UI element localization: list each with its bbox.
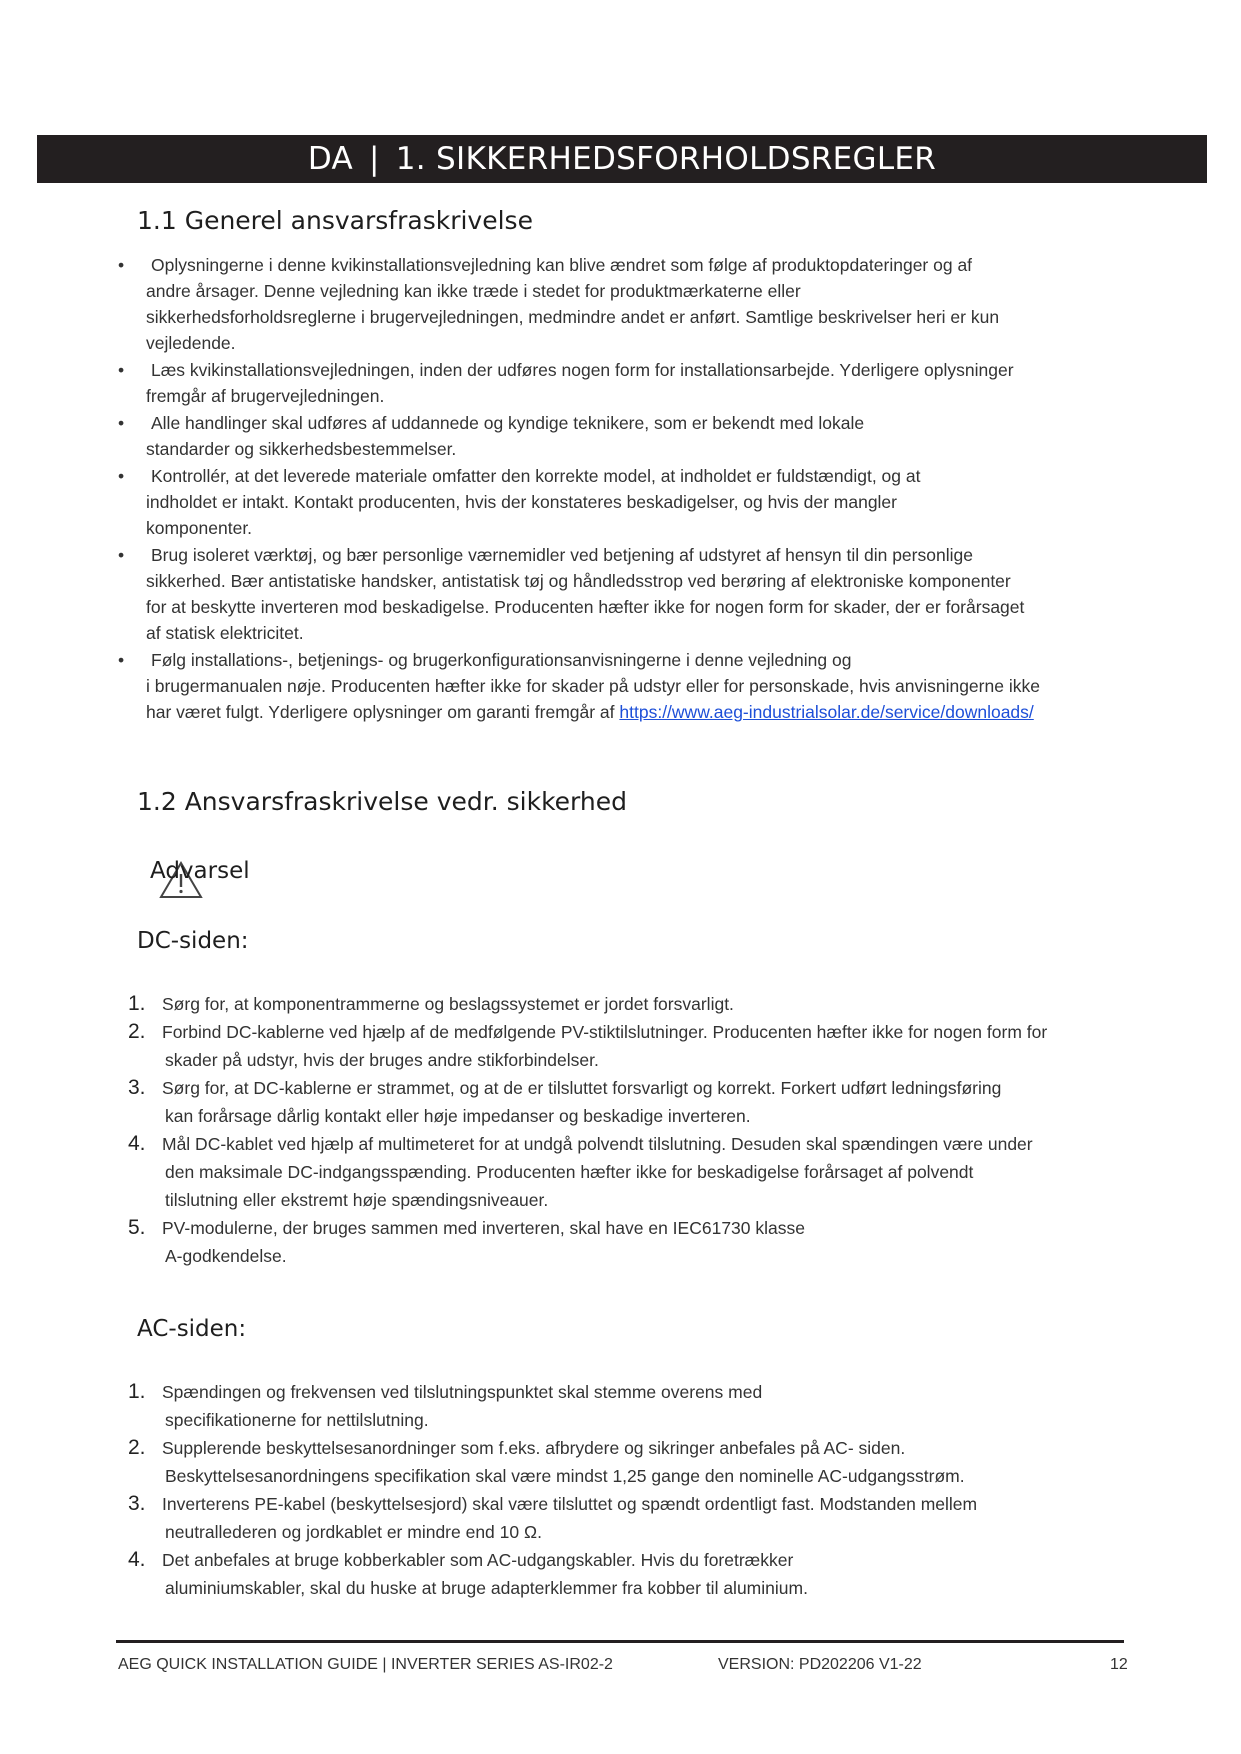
banner-title: 1. SIKKERHEDSFORHOLDSREGLER xyxy=(395,141,937,177)
list-item xyxy=(128,1434,1118,1490)
item-number: 2. xyxy=(128,1436,146,1459)
item-number: 1. xyxy=(128,1380,146,1403)
list-item xyxy=(128,1378,1118,1434)
item-number: 3. xyxy=(128,1492,146,1515)
bullet-text: Brug isoleret værktøj, og bær personlige værnemidler ved betjening af udstyret af hensyn til din personlige sikkerhed. Bær antistatiske handsker, antistatisk tøj og håndledsstrop ved berøring af elektroniske komponenter for at beskytte inverteren mod beskadigelse. Producenten hæfter ikke for nogen form for skader, der er forårsaget af statisk elektricitet. xyxy=(146,545,1025,643)
item-text: Sørg for, at DC-kablerne er strammet, og at de er tilsluttet forsvarligt og korrekt. Forkert udført ledningsføring kan forårsage dårlig kontakt eller høje impedanser og beskadige inverteren. xyxy=(162,1078,1002,1126)
list-item xyxy=(128,990,1118,1018)
bullet-dot: • xyxy=(118,413,125,433)
section-1-1-title: 1.1 Generel ansvarsfraskrivelse xyxy=(137,206,533,235)
section-1-2-title: 1.2 Ansvarsfraskrivelse vedr. sikkerhed xyxy=(137,787,627,816)
list-item xyxy=(128,1074,1118,1130)
dc-side-title: DC-siden: xyxy=(137,928,249,954)
downloads-link[interactable]: https://www.aeg-industrialsolar.de/service/downloads/ xyxy=(619,702,1034,722)
bullet-item xyxy=(118,542,1093,646)
banner-lang: DA xyxy=(307,141,353,177)
bullet-text: Læs kvikinstallationsvejledningen, inden der udføres nogen form for installationsarbejde. Yderligere oplysninger fremgår af brugervejledningen. xyxy=(146,360,1014,406)
bullet-item xyxy=(118,357,1093,409)
item-text: Supplerende beskyttelsesanordninger som f.eks. afbrydere og sikringer anbefales på AC- siden. Beskyttelsesanordningens specifikation skal være mindst 1,25 gange den nominelle AC-udgangsstrøm. xyxy=(162,1438,965,1486)
bullet-text: Alle handlinger skal udføres af uddannede og kyndige teknikere, som er bekendt med lokale standarder og sikkerhedsbestemmelser. xyxy=(146,413,865,459)
bullet-text: Oplysningerne i denne kvikinstallationsvejledning kan blive ændret som følge af produktopdateringer og af andre årsager. Denne vejledning kan ikke træde i stedet for produktmærkaterne eller sikkerhedsforholdsreglerne i brugervejledningen, medmindre andet er anført. Samtlige beskrivelser heri er kun vejledende. xyxy=(146,255,1000,353)
bullet-text: Følg installations-, betjenings- og brugerkonfigurationsanvisningerne i denne vejledning og i brugermanualen nøje. Producenten hæfter ikke for skader på udstyr eller for personskade, hvis anvisningerne ikke har været fulgt. Yderligere oplysninger om garanti fremgår af https://www.aeg-industrialsolar.de/service/downloads/ xyxy=(146,650,1040,722)
bullet-dot: • xyxy=(118,255,125,275)
bullet-item xyxy=(118,252,1093,356)
bullet-dot: • xyxy=(118,360,125,380)
footer-guide-title: AEG QUICK INSTALLATION GUIDE | INVERTER SERIES AS-IR02-2 xyxy=(118,1656,613,1673)
item-number: 3. xyxy=(128,1076,146,1099)
item-text: Forbind DC-kablerne ved hjælp af de medfølgende PV-stiktilslutninger. Producenten hæfter ikke for nogen form for skader på udstyr, hvis der bruges andre stikforbindelser. xyxy=(162,1022,1048,1070)
general-disclaimer-list xyxy=(118,252,1093,726)
bullet-item xyxy=(118,410,1093,462)
list-item xyxy=(128,1130,1118,1214)
footer-version: VERSION: PD202206 V1-22 xyxy=(718,1656,922,1673)
item-number: 1. xyxy=(128,992,146,1015)
item-text: Det anbefales at bruge kobberkabler som AC-udgangskabler. Hvis du foretrækker aluminiumskabler, skal du huske at bruge adapterklemmer fra kobber til aluminium. xyxy=(162,1550,808,1598)
list-item xyxy=(128,1546,1118,1602)
bullet-dot: • xyxy=(118,466,125,486)
list-item xyxy=(128,1018,1118,1074)
bullet-item xyxy=(118,647,1093,725)
item-number: 4. xyxy=(128,1548,146,1571)
list-item xyxy=(128,1490,1118,1546)
item-text: Spændingen og frekvensen ved tilslutningspunktet skal stemme overens med specifikationerne for nettilslutning. xyxy=(162,1382,763,1430)
footer-page-number: 12 xyxy=(1110,1656,1128,1673)
bullet-dot: • xyxy=(118,650,125,670)
item-text: PV-modulerne, der bruges sammen med inverteren, skal have en IEC61730 klasse A-godkendelse. xyxy=(162,1218,805,1266)
item-text: Sørg for, at komponentrammerne og beslagssystemet er jordet forsvarligt. xyxy=(162,994,734,1014)
bullet-dot: • xyxy=(118,545,125,565)
bullet-item xyxy=(118,463,1093,541)
footer-divider xyxy=(116,1640,1124,1643)
item-text: Inverterens PE-kabel (beskyttelsesjord) skal være tilsluttet og spændt ordentligt fast. Modstanden mellem neutrallederen og jordkablet er mindre end 10 Ω. xyxy=(162,1494,978,1542)
item-number: 4. xyxy=(128,1132,146,1155)
item-text: Mål DC-kablet ved hjælp af multimeteret for at undgå polvendt tilslutning. Desuden skal spændingen være under den maksimale DC-indgangsspænding. Producenten hæfter ikke for beskadigelse forårsaget af polvendt tilslutning eller ekstremt høje spændingsniveauer. xyxy=(162,1134,1033,1210)
ac-side-title: AC-siden: xyxy=(137,1316,247,1342)
list-item xyxy=(128,1214,1118,1270)
bullet-text: Kontrollér, at det leverede materiale omfatter den korrekte model, at indholdet er fuldstændigt, og at indholdet er intakt. Kontakt producenten, hvis der konstateres beskadigelser, og hvis der mangler komponenter. xyxy=(146,466,921,538)
ac-side-list xyxy=(128,1378,1118,1602)
dc-side-list xyxy=(128,990,1118,1270)
warning-label: Advarsel xyxy=(150,858,250,884)
item-number: 5. xyxy=(128,1216,146,1239)
section-banner xyxy=(37,135,1207,183)
item-number: 2. xyxy=(128,1020,146,1043)
warning-block xyxy=(148,858,288,908)
banner-separator: | xyxy=(368,141,380,177)
